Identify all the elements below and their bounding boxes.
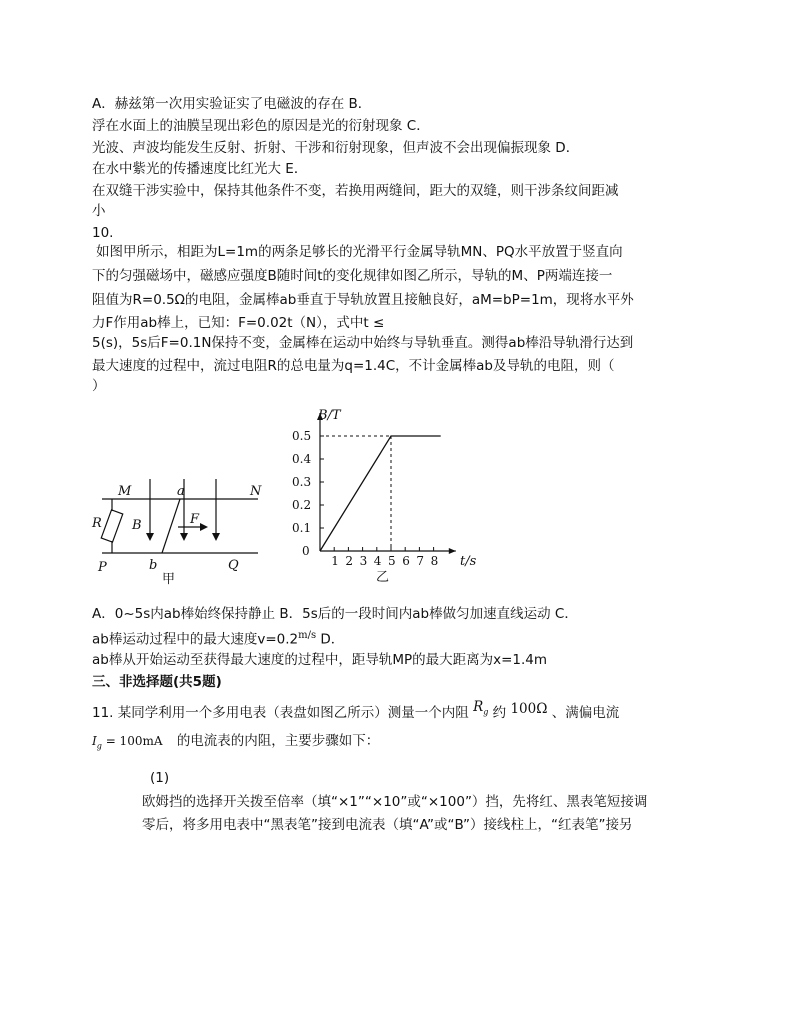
label-a: a (177, 484, 185, 499)
q9-option-e-line2 (92, 201, 106, 221)
q10-stem-3: 阻值为R=0.5Ω的电阻，金属棒ab垂直于导轨放置且接触良好，aM=bP=1m，现将水平外 (92, 292, 634, 308)
option-b-label: B． (348, 96, 372, 112)
caption-jia: 甲 (162, 572, 176, 587)
option-d-label: D． (555, 140, 580, 156)
figure-yi-chart (290, 403, 490, 583)
q11-line-1 (92, 699, 620, 729)
q9-option-b (92, 116, 430, 136)
q10-stem-1: 如图甲所示，相距为L=1m的两条足够长的光滑平行金属导轨MN、PQ水平放置于竖直向 (96, 244, 623, 260)
y-tick-label: 0.5 (292, 429, 312, 443)
q9-option-a (92, 94, 371, 114)
option-d-label: D． (316, 631, 345, 648)
q10-options-2 (92, 626, 344, 650)
x-tick-label: 3 (359, 554, 368, 568)
origin-label: 0 (302, 544, 310, 558)
q11-step-line-2: 零后，将多用电表中“黑表笔”接到电流表（填“A”或“B”）接线柱上，“红表笔”接另 (142, 817, 633, 833)
q11-text-approx: 约 (492, 705, 507, 721)
q10-stem-4: 力F作用ab棒上，已知：F=0.02t（N），式中t ≤ (92, 315, 385, 331)
rg-symbol: $R_g$ (473, 699, 489, 717)
figure-jia-circuit (88, 475, 278, 590)
q10-number (92, 223, 113, 243)
question-number: 10. (92, 225, 114, 241)
label-field-b: B (132, 518, 142, 533)
x-axis-arrow-icon (449, 548, 456, 554)
option-e-label: E． (285, 161, 308, 177)
option-a-label: A． (92, 96, 115, 112)
q11-line-2 (92, 731, 379, 756)
option-d-text: 在水中紫光的传播速度比红光大 (92, 161, 281, 177)
label-r: R (92, 516, 102, 531)
label-m: M (118, 484, 132, 499)
q11-text-1: 11. 某同学利用一个多用电表（表盘如图乙所示）测量一个内阻 (92, 705, 469, 721)
q11-text-3: 的电流表的内阻，主要步骤如下： (176, 733, 380, 749)
y-tick-label: 0.3 (292, 475, 312, 489)
y-tick-label: 0.2 (292, 498, 312, 512)
x-tick-label: 4 (373, 554, 382, 568)
q10-stem-7: ） (92, 378, 106, 394)
option-c-label: C． (406, 118, 430, 134)
velocity-unit: m/s (298, 630, 317, 641)
option-c-text: 光波、声波均能发生反射、折射、干涉和衍射现象，但声波不会出现偏振现象 (92, 140, 551, 156)
b-t-series-line (320, 436, 441, 551)
q11-step-number: (1) (150, 770, 170, 786)
x-tick-label: 8 (430, 554, 439, 568)
q9-option-d (92, 159, 307, 179)
label-p: P (98, 560, 107, 575)
q10-stem-5: 5(s)，5s后F=0.1N保持不变，金属棒在运动中始终与导轨垂直。测得ab棒沿导轨滑行达到 (92, 335, 634, 351)
q10-stem-2: 下的匀强磁场中，磁感应强度B随时间t的变化规律如图乙所示，导轨的M、P两端连接一 (92, 268, 613, 284)
x-tick-label: 6 (402, 554, 410, 568)
x-tick-label: 1 (331, 554, 339, 568)
x-tick-label: 2 (345, 554, 354, 568)
x-tick-label: 5 (388, 554, 396, 568)
q9-option-c (92, 138, 579, 158)
x-tick-label: 7 (416, 554, 425, 568)
section-title: 三、非选择题(共5题) (92, 674, 222, 690)
field-arrow-icon (146, 533, 154, 541)
option-b-text: 浮在水面上的油膜呈现出彩色的原因是光的衍射现象 (92, 118, 403, 134)
label-n: N (250, 484, 262, 499)
x-axis-label: t/s (460, 554, 477, 569)
q11-step-line-1: 欧姆挡的选择开关拨至倍率（填“×1”“×10”或“×100”）挡，先将红、黑表笔短接调 (142, 794, 648, 810)
rod-ab (162, 499, 180, 553)
option-a-text: 赫兹第一次用实验证实了电磁波的存在 (114, 96, 345, 112)
q10-stem-6: 最大速度的过程中，流过电阻R的总电量为q=1.4C，不计金属棒ab及导轨的电阻，则（ (92, 358, 615, 374)
resistance-value: 100Ω (510, 701, 548, 717)
option-e-text-2: 小 (92, 203, 106, 219)
ig-symbol: $I_g = 100mA$ (92, 734, 163, 751)
q10-options-3: ab棒从开始运动至获得最大速度的过程中，距导轨MP的最大距离为x=1.4m (92, 652, 548, 668)
caption-yi: 乙 (376, 570, 390, 583)
q10-options-1: A．0~5s内ab棒始终保持静止 B．5s后的一段时间内ab棒做匀加速直线运动 C． (92, 606, 578, 622)
q9-option-e-line1 (92, 181, 619, 201)
field-arrow-icon (180, 533, 188, 541)
q11-text-2: 、满偏电流 (551, 705, 620, 721)
force-arrow-icon (200, 523, 208, 531)
option-e-text-1: 在双缝干涉实验中，保持其他条件不变，若换用两缝间，距大的双缝，则干涉条纹间距减 (92, 183, 619, 199)
y-tick-label: 0.4 (292, 452, 312, 466)
y-axis-label: B/T (318, 408, 341, 423)
resistor-icon (101, 510, 123, 542)
y-tick-label: 0.1 (292, 521, 312, 535)
label-q: Q (228, 558, 239, 573)
label-force-f: F (190, 512, 200, 527)
label-b: b (149, 558, 158, 573)
option-c-text: ab棒运动过程中的最大速度v=0.2 (92, 631, 299, 648)
field-arrow-icon (212, 533, 220, 541)
